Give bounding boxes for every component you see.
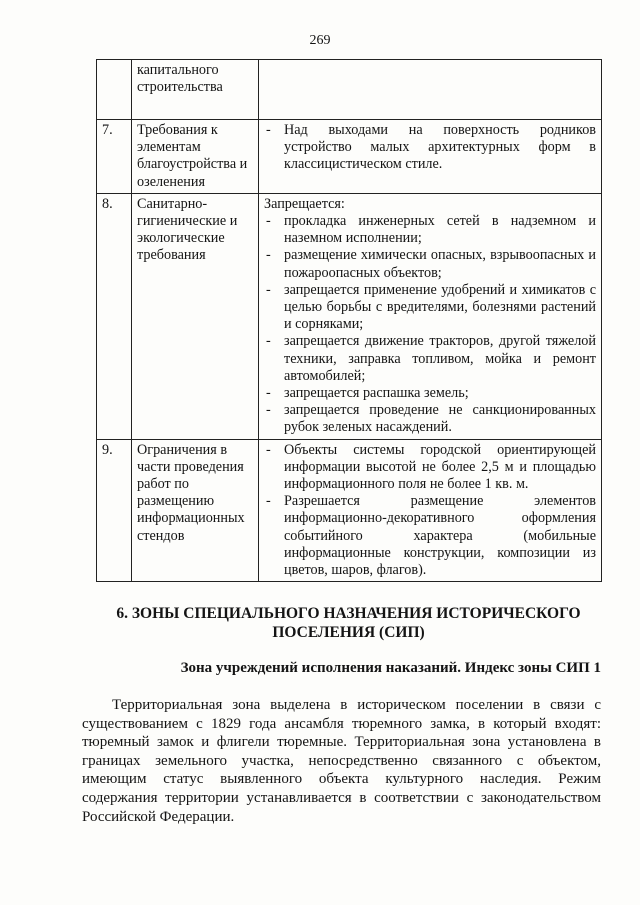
description-list (264, 122, 596, 174)
section-title: 6. ЗОНЫ СПЕЦИАЛЬНОГО НАЗНАЧЕНИЯ ИСТОРИЧЕСКОГО ПОСЕЛЕНИЯ (СИП) (116, 605, 581, 641)
table-row (97, 439, 602, 582)
row-name: Требования к элементам благоустройства и озеленения (132, 120, 259, 194)
list-item: - запрещается проведение не санкционированных рубок зеленых насаждений. (264, 402, 596, 436)
row-number: 8. (97, 193, 132, 439)
description-list (264, 213, 596, 437)
regulations-table (96, 59, 602, 582)
list-item: - размещение химически опасных, взрывоопасных и пожароопасных объектов; (264, 247, 596, 281)
row-name: Санитарно-гигиенические и экологические требования (132, 193, 259, 439)
row-description (259, 193, 602, 439)
list-item: - Над выходами на поверхность родников устройство малых архитектурных форм в классицистическом стиле. (264, 122, 596, 174)
row-number (97, 60, 132, 120)
subsection-title: Зона учреждений исполнения наказаний. Индекс зоны СИП 1 (180, 660, 601, 676)
row-description (259, 60, 602, 120)
list-item: - Разрешается размещение элементов информационно-декоративного оформления событийного характера (мобильные информационные конструкции, композиции из цветов, шаров, флагов). (264, 493, 596, 579)
row-description (259, 120, 602, 194)
row-description (259, 439, 602, 582)
row-name: капитального строительства (132, 60, 259, 120)
list-item: - запрещается распашка земель; (264, 385, 596, 402)
body-paragraph: Территориальная зона выделена в историческом поселении в связи с существованием с 1829 года ансамбля тюремного замка, в который входят: тюремный замок и флигели тюремные. Территориальная зона установлена в границах земельного участка, непосредственно связанного с объектом, имеющим статус выявленного объекта культурного наследия. Режим содержания территории устанавливается в соответствии с законодательством Российской Федерации. (82, 697, 601, 825)
description-heading: Запрещается: (264, 195, 345, 212)
row-number: 7. (97, 120, 132, 194)
list-item: - запрещается движение тракторов, другой тяжелой техники, заправка топливом, мойка и ремонт автомобилей; (264, 333, 596, 385)
row-name: Ограничения в части проведения работ по размещению информационных стендов (132, 439, 259, 582)
table-row (97, 60, 602, 120)
list-item: - прокладка инженерных сетей в надземном и наземном исполнении; (264, 213, 596, 247)
table-row (97, 120, 602, 194)
table-row (97, 193, 602, 439)
description-list (264, 442, 596, 580)
row-number: 9. (97, 439, 132, 582)
page-number: 269 (309, 33, 331, 48)
list-item: - запрещается применение удобрений и химикатов с целью борьбы с вредителями, болезнями растений и сорняками; (264, 282, 596, 334)
list-item: - Объекты системы городской ориентирующей информации высотой не более 2,5 м и площадью информационного поля не более 1 кв. м. (264, 442, 596, 494)
